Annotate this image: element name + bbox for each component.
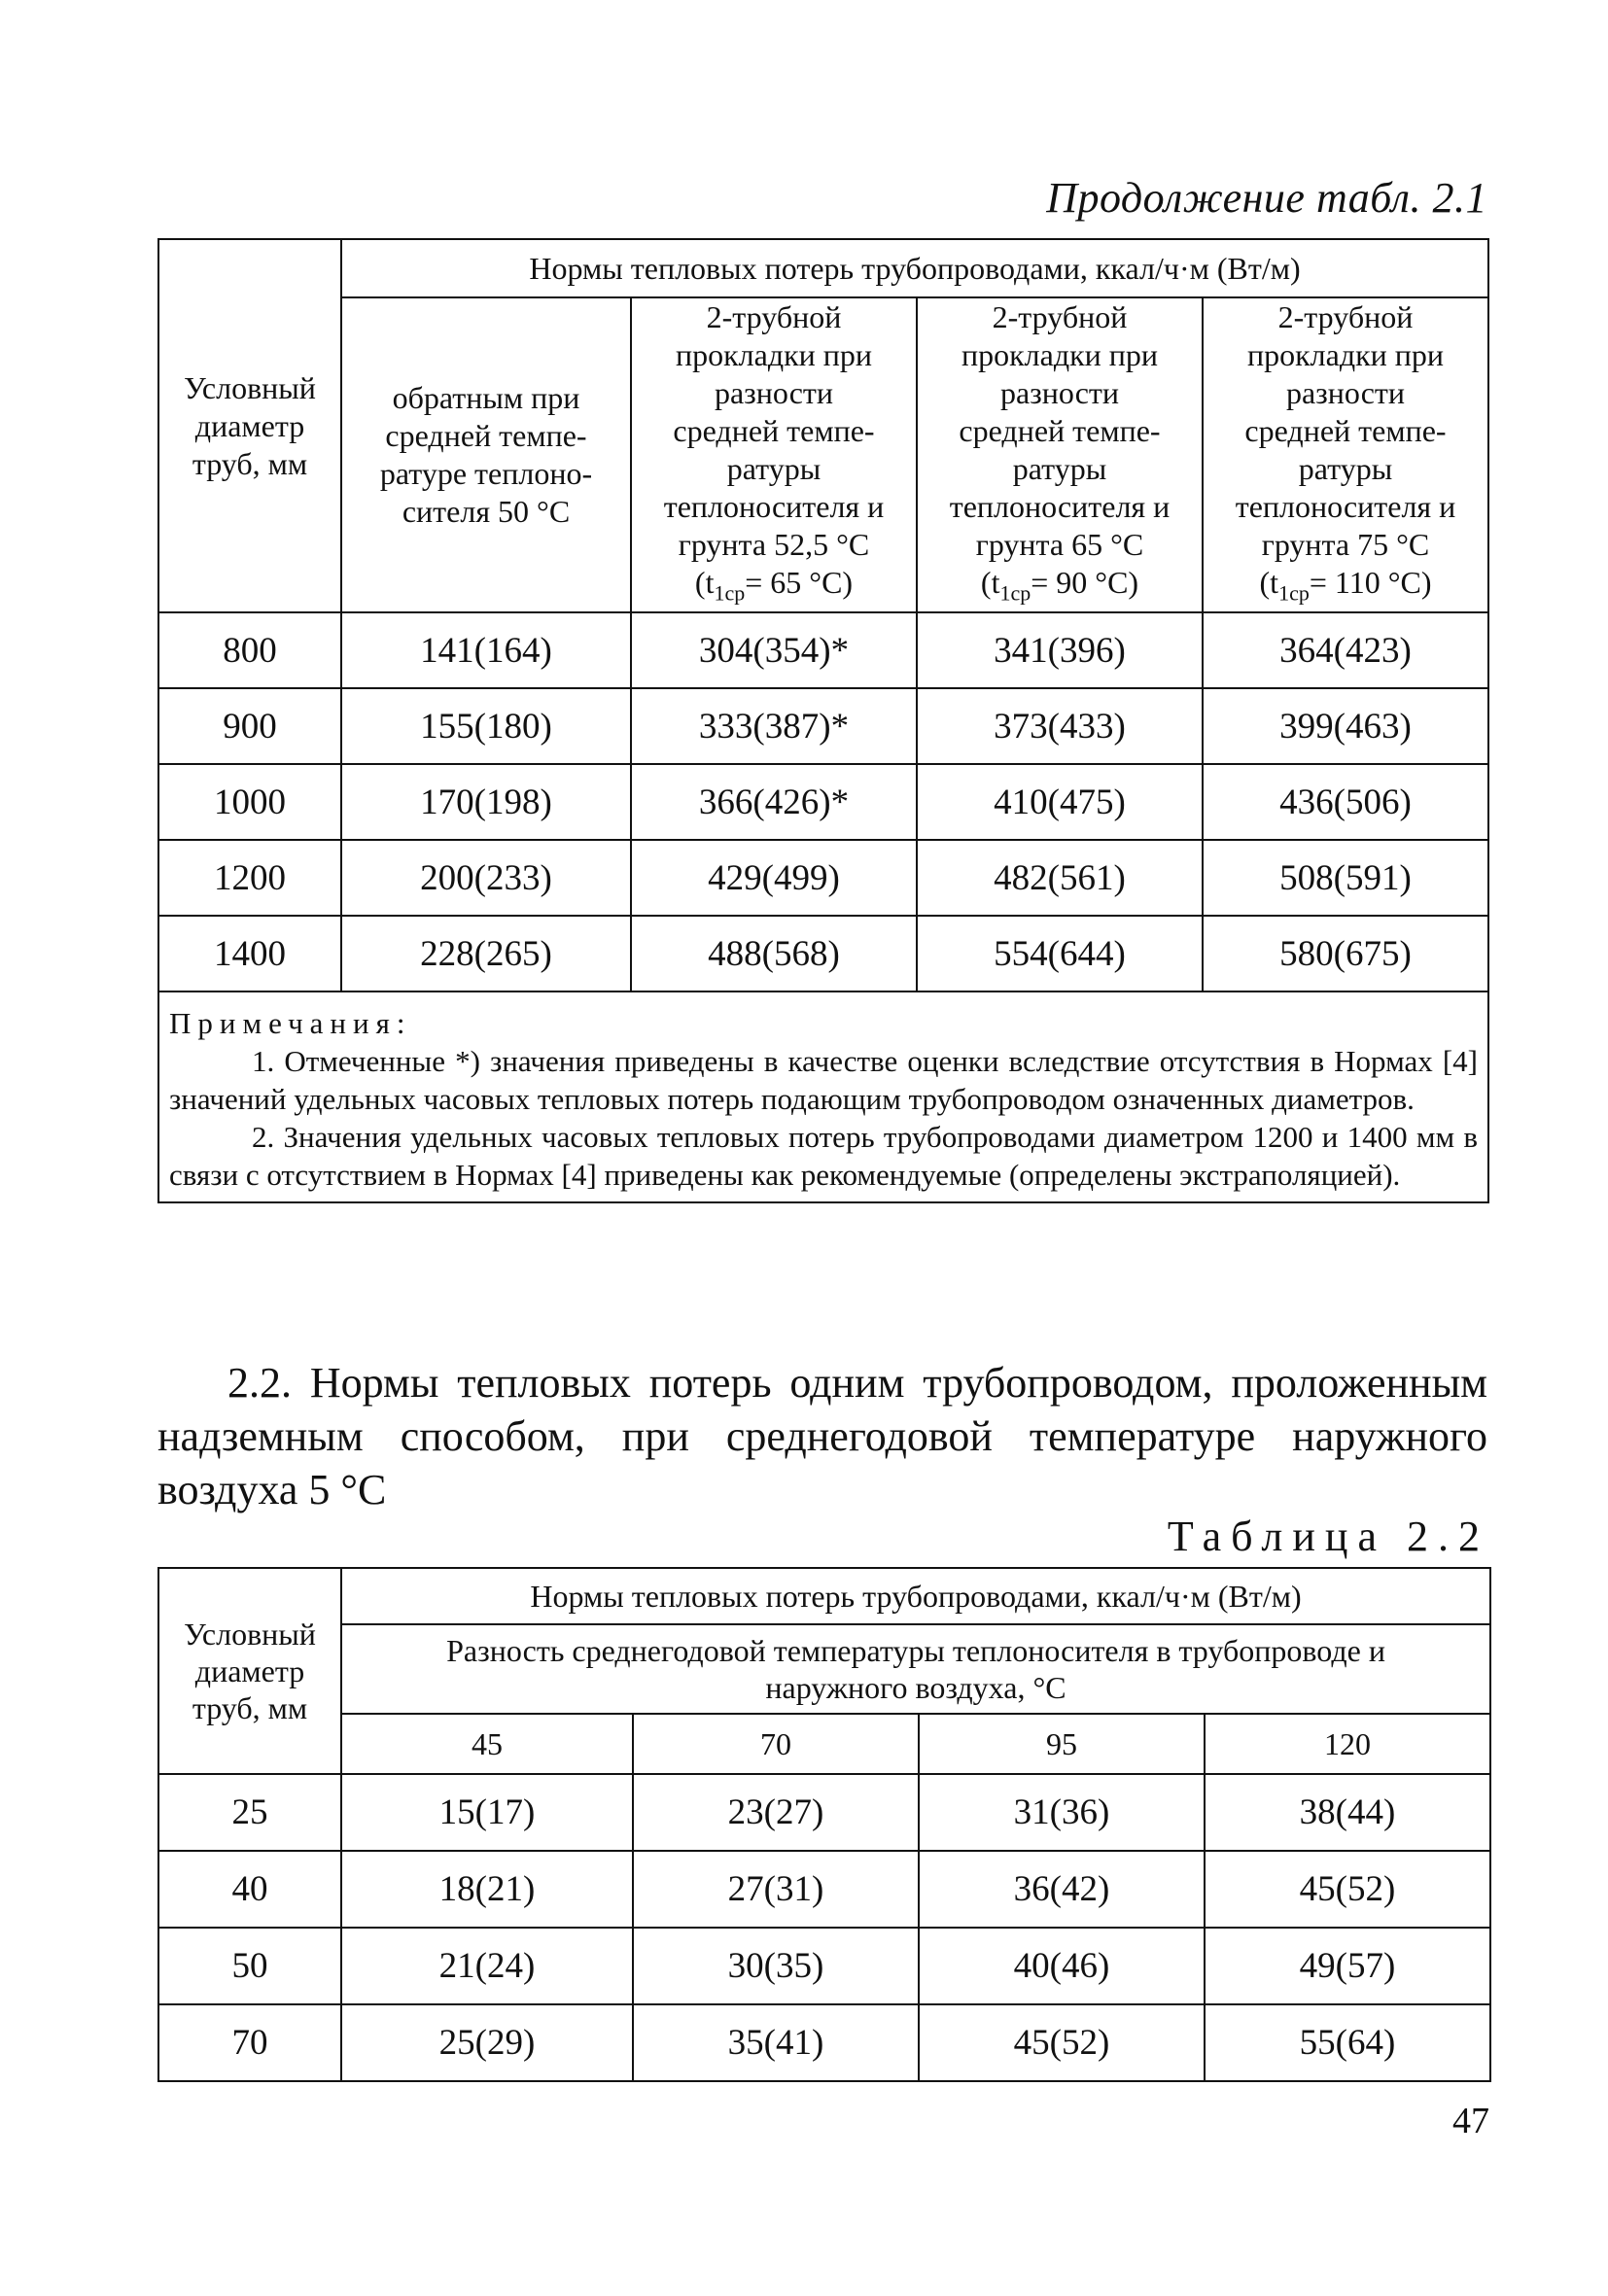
table-notes bbox=[158, 991, 1488, 1202]
table-row: 1000 170(198) 366(426)* 410(475) 436(506) bbox=[158, 764, 1488, 840]
table-label: Таблица 2.2 bbox=[1167, 1513, 1489, 1560]
column-header-2pipe-65: 2-трубной прокладки при разности средней темпе- ратуры теплоносителя и грунта 65 °С ($t_{1ср}= 90$ °С) bbox=[917, 297, 1203, 612]
table-row: 25 15(17) 23(27) 31(36) 38(44) bbox=[158, 1774, 1490, 1851]
section-heading: 2.2. Нормы тепловых потерь одним трубопроводом, проложенным надземным способом, при среднегодовой температуре наружного воздуха 5 °С bbox=[157, 1359, 1487, 1513]
table-row: 50 21(24) 30(35) 40(46) 49(57) bbox=[158, 1928, 1490, 2004]
group-header: Нормы тепловых потерь трубопроводами, ккал/ч·м (Вт/м) bbox=[341, 239, 1488, 297]
note-1: 1. Отмеченные *) значения приведены в качестве оценки вследствие отсутствия в Нормах [4] значений удельных часовых тепловых потерь подающим трубопроводом означенных диаметров. bbox=[169, 1044, 1478, 1117]
sub-header: Разность среднегодовой температуры теплоносителя в трубопроводе и наружного воздуха, °С bbox=[341, 1624, 1490, 1714]
column-header-2pipe-75: 2-трубной прокладки при разности средней темпе- ратуры теплоносителя и грунта 75 °С ($t_{1ср}= 110$ °С) bbox=[1203, 297, 1488, 612]
page-number: 47 bbox=[1452, 2101, 1489, 2141]
stub-header: Условный диаметр труб, мм bbox=[158, 239, 341, 612]
column-header-95: 95 bbox=[919, 1714, 1205, 1774]
heat-loss-table-2-2 bbox=[157, 1567, 1491, 2082]
table-row: 1200 200(233) 429(499) 482(561) 508(591) bbox=[158, 840, 1488, 916]
notes-title: Примечания: bbox=[169, 1006, 412, 1041]
heat-loss-table-2-1 bbox=[157, 238, 1489, 1203]
column-header-120: 120 bbox=[1205, 1714, 1490, 1774]
column-header-2pipe-52-5: 2-трубной прокладки при разности средней темпе- ратуры теплоносителя и грунта 52,5 °С ($t_{1ср}= 65$ °С) bbox=[631, 297, 917, 612]
continuation-label: Продолжение табл. 2.1 bbox=[1046, 174, 1487, 222]
table-row: 40 18(21) 27(31) 36(42) 45(52) bbox=[158, 1851, 1490, 1928]
column-header-45: 45 bbox=[341, 1714, 633, 1774]
column-header-return: обратным при средней темпе- ратуре теплоно- сителя 50 °С bbox=[341, 297, 631, 612]
table-row: 1400 228(265) 488(568) 554(644) 580(675) bbox=[158, 916, 1488, 991]
note-2: 2. Значения удельных часовых тепловых потерь трубопроводами диаметром 1200 и 1400 мм в связи с отсутствием в Нормах [4] приведены как рекомендуемые (определены экстраполяцией). bbox=[169, 1120, 1478, 1193]
table-row: 900 155(180) 333(387)* 373(433) 399(463) bbox=[158, 688, 1488, 764]
group-header: Нормы тепловых потерь трубопроводами, ккал/ч·м (Вт/м) bbox=[341, 1568, 1490, 1624]
column-header-70: 70 bbox=[633, 1714, 919, 1774]
stub-header: Условный диаметр труб, мм bbox=[158, 1568, 341, 1774]
table-row: 70 25(29) 35(41) 45(52) 55(64) bbox=[158, 2004, 1490, 2081]
table-row: 800 141(164) 304(354)* 341(396) 364(423) bbox=[158, 612, 1488, 688]
